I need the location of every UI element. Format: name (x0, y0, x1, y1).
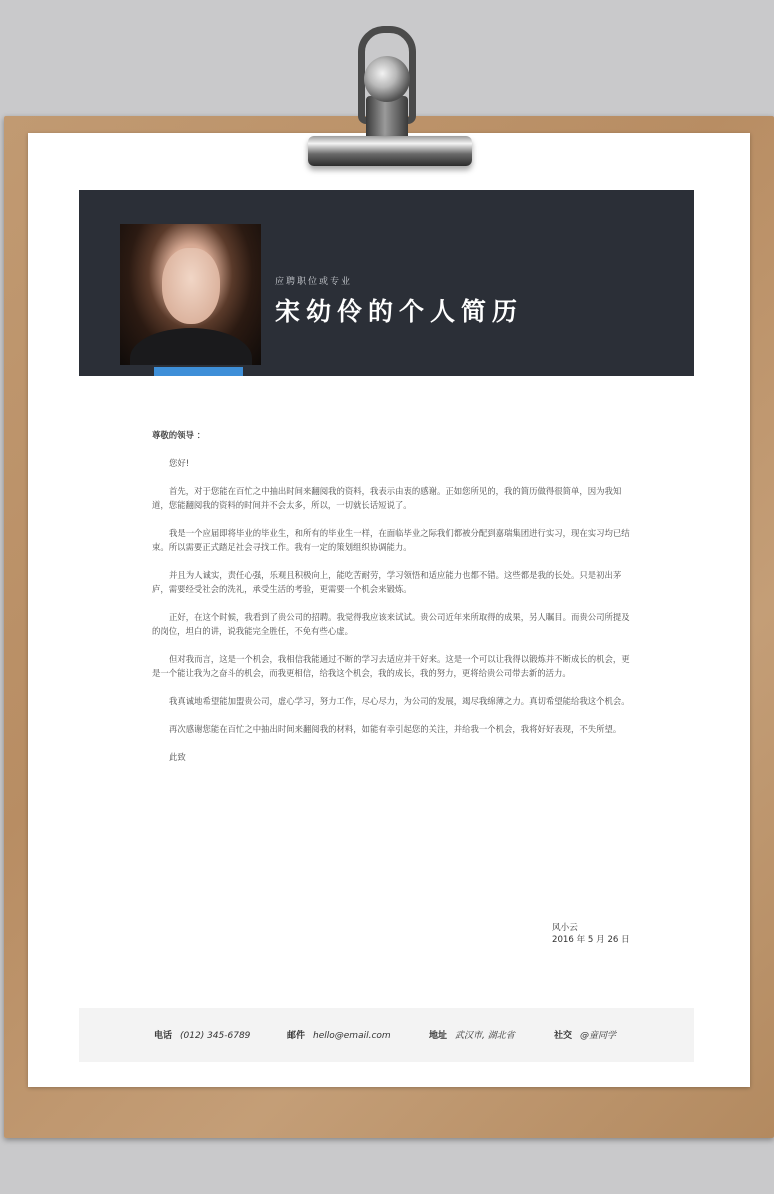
letter-paragraph: 正好，在这个时候，我看到了贵公司的招聘。我觉得我应该来试试。贵公司近年来所取得的成果，另人瞩目。而贵公司所提及的岗位，坦白的讲，说我能完全胜任，不免有些心虚。 (152, 612, 630, 636)
letter-salutation: 尊敬的领导 ： (152, 430, 206, 440)
cover-letter (152, 428, 630, 764)
address-label: 地址 (429, 1031, 448, 1041)
social-label: 社交 (554, 1031, 573, 1041)
contact-phone (154, 1028, 250, 1041)
contact-address (429, 1028, 515, 1041)
signature-block (552, 922, 630, 946)
signature-date: 2016 年 5 月 26 日 (552, 935, 630, 945)
photo-accent-bar (154, 367, 243, 376)
letter-paragraph: 并且为人诚实，责任心强，乐观且积极向上，能吃苦耐劳，学习领悟和适应能力也都不错。这些都是我的长处。只是初出茅庐，需要经受社会的洗礼，承受生活的考验，更需要一个机会来锻炼。 (152, 570, 622, 594)
letter-paragraph: 您好! (169, 458, 190, 468)
email-label: 邮件 (287, 1031, 306, 1041)
letter-paragraph: 再次感谢您能在百忙之中抽出时间来翻阅我的材料，如能有幸引起您的关注，并给我一个机会，我将好好表现，不失所望。 (169, 724, 622, 734)
signature-name: 风小云 (552, 923, 578, 933)
letter-paragraph: 首先，对于您能在百忙之中抽出时间来翻阅我的资料，我表示由衷的感谢。正如您所见的，我的简历做得很简单，因为我知道，您能翻阅我的资料的时间并不会太多，所以，一切就长话短说了。 (152, 486, 622, 510)
email-value: hello@email.com (313, 1031, 391, 1041)
social-value: @童同学 (580, 1031, 617, 1041)
address-value: 武汉市, 湖北省 (455, 1031, 515, 1041)
phone-label: 电话 (154, 1031, 173, 1041)
resume-title: 宋幼伶的个人简历 (275, 297, 524, 326)
position-subtitle: 应聘职位或专业 (275, 277, 353, 287)
letter-paragraph: 我是一个应届即将毕业的毕业生，和所有的毕业生一样，在面临毕业之际我们都被分配到嘉瑞集团进行实习，现在实习均已结束。所以需要正式踏足社会寻找工作。我有一定的策划组织协调能力。 (152, 528, 630, 552)
contact-email (287, 1028, 391, 1041)
letter-closing: 此致 (169, 752, 186, 762)
letter-paragraph: 我真诚地希望能加盟贵公司，虚心学习，努力工作，尽心尽力，为公司的发展，竭尽我绵薄之力。真切希望能给我这个机会。 (169, 696, 630, 706)
binder-clip-icon (300, 26, 476, 176)
letter-paragraph: 但对我而言，这是一个机会，我相信我能通过不断的学习去适应并干好来。这是一个可以让我得以锻炼并不断成长的机会，更是一个能让我为之奋斗的机会，而我更相信，给我这个机会，我的成长，我的努力，更将给贵公司带去新的活力。 (152, 654, 630, 678)
profile-photo (120, 224, 261, 365)
phone-value: (012) 345-6789 (180, 1031, 251, 1041)
contact-social (554, 1028, 616, 1041)
